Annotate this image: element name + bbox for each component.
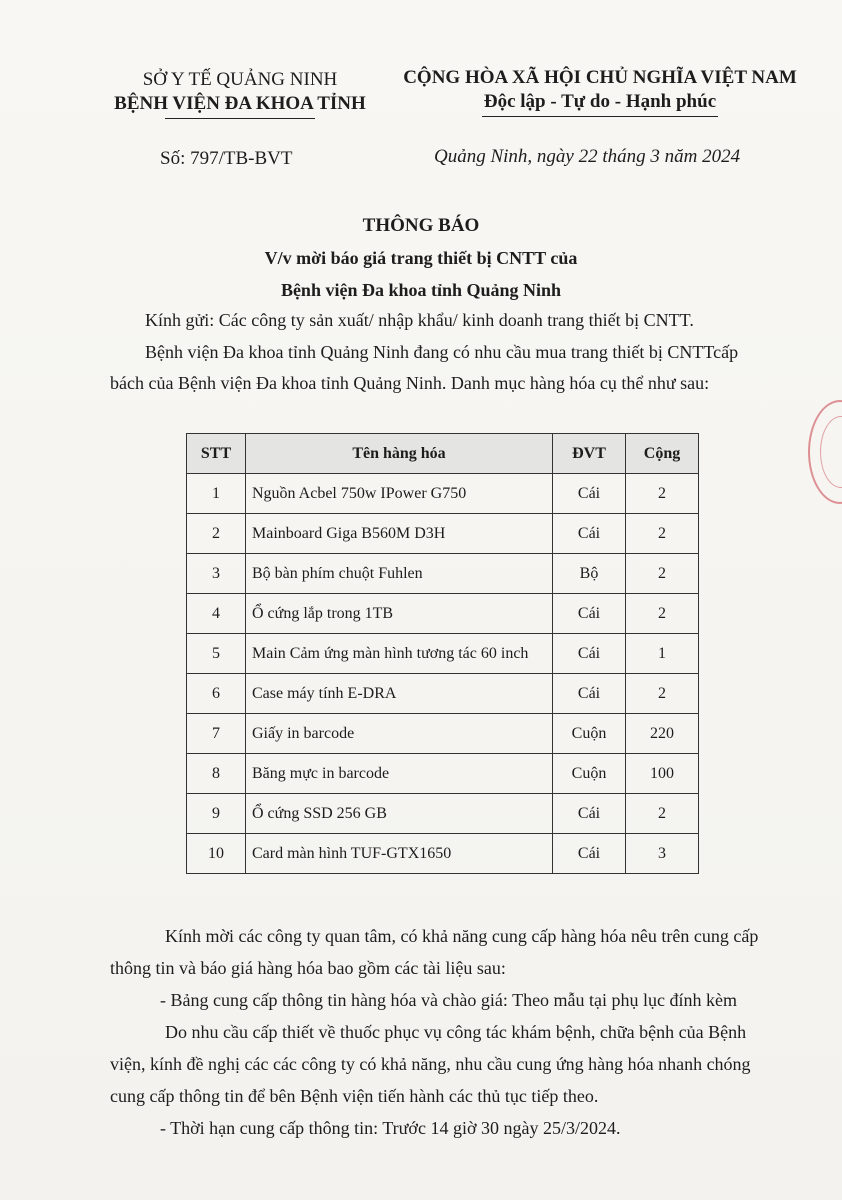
- cell-quantity: 2: [626, 554, 699, 594]
- cell-quantity: 220: [626, 714, 699, 754]
- cell-item-name: Main Cảm ứng màn hình tương tác 60 inch: [246, 634, 553, 674]
- red-stamp-partial: [808, 400, 842, 504]
- national-motto: [380, 66, 820, 117]
- header-item-name: Tên hàng hóa: [246, 434, 553, 474]
- issuing-agency: [95, 68, 385, 119]
- cell-unit: Cái: [553, 674, 626, 714]
- table-row: [187, 674, 699, 714]
- cell-stt: 7: [187, 714, 246, 754]
- closing-paragraph-1: Kính mời các công ty quan tâm, có khả năng cung cấp hàng hóa nêu trên cung cấp thông tin và báo giá hàng hóa bao gồm các tài liệu sau:: [110, 926, 759, 978]
- cell-item-name: Mainboard Giga B560M D3H: [246, 514, 553, 554]
- cell-quantity: 2: [626, 594, 699, 634]
- cell-unit: Cái: [553, 594, 626, 634]
- table-row: [187, 554, 699, 594]
- cell-stt: 1: [187, 474, 246, 514]
- table-row: [187, 594, 699, 634]
- cell-stt: 6: [187, 674, 246, 714]
- title-line-2: V/v mời báo giá trang thiết bị CNTT của: [264, 248, 578, 268]
- cell-item-name: Nguồn Acbel 750w IPower G750: [246, 474, 553, 514]
- table-row: [187, 754, 699, 794]
- closing-bullet-2: - Thời hạn cung cấp thông tin: Trước 14 giờ 30 ngày 25/3/2024.: [160, 1118, 621, 1138]
- closing-paragraph-2: Do nhu cầu cấp thiết về thuốc phục vụ công tác khám bệnh, chữa bệnh của Bệnh viện, kính đề nghị các các công ty có khả năng, nhu cầu cung ứng hàng hóa nhanh chóng cung cấp thông tin để bên Bệnh viện tiến hành các thủ tục tiếp theo.: [110, 1022, 751, 1106]
- motto-underline: [482, 116, 718, 117]
- table-row: [187, 834, 699, 874]
- country-name: CỘNG HÒA XÃ HỘI CHỦ NGHĨA VIỆT NAM: [403, 67, 797, 88]
- cell-quantity: 2: [626, 794, 699, 834]
- cell-unit: Cái: [553, 474, 626, 514]
- table-row: [187, 514, 699, 554]
- cell-item-name: Giấy in barcode: [246, 714, 553, 754]
- header-quantity: Cộng: [626, 434, 699, 474]
- header-unit: ĐVT: [553, 434, 626, 474]
- table-row: [187, 794, 699, 834]
- stamp-inner-ring: [820, 416, 842, 488]
- cell-quantity: 3: [626, 834, 699, 874]
- cell-quantity: 2: [626, 514, 699, 554]
- cell-stt: 2: [187, 514, 246, 554]
- goods-table: [186, 433, 699, 874]
- cell-quantity: 2: [626, 474, 699, 514]
- cell-stt: 3: [187, 554, 246, 594]
- table-header-row: [187, 434, 699, 474]
- cell-unit: Cái: [553, 794, 626, 834]
- cell-quantity: 1: [626, 634, 699, 674]
- header-stt: STT: [187, 434, 246, 474]
- cell-stt: 8: [187, 754, 246, 794]
- cell-quantity: 2: [626, 674, 699, 714]
- cell-stt: 4: [187, 594, 246, 634]
- cell-unit: Bộ: [553, 554, 626, 594]
- agency-line-2: BỆNH VIỆN ĐA KHOA TỈNH: [114, 93, 366, 114]
- cell-stt: 9: [187, 794, 246, 834]
- cell-item-name: Case máy tính E-DRA: [246, 674, 553, 714]
- agency-line-1: SỞ Y TẾ QUẢNG NINH: [142, 69, 338, 90]
- cell-item-name: Ổ cứng lắp trong 1TB: [246, 594, 553, 634]
- closing-bullet-1: - Bảng cung cấp thông tin hàng hóa và chào giá: Theo mẫu tại phụ lục đính kèm: [160, 990, 738, 1010]
- recipient-line: Kính gửi: Các công ty sản xuất/ nhập khẩu/ kinh doanh trang thiết bị CNTT.: [145, 310, 694, 330]
- title-line-1: THÔNG BÁO: [362, 215, 480, 236]
- table-row: [187, 474, 699, 514]
- cell-item-name: Bộ bàn phím chuột Fuhlen: [246, 554, 553, 594]
- document-title: [0, 210, 842, 306]
- cell-unit: Cái: [553, 834, 626, 874]
- intro-paragraph: Bệnh viện Đa khoa tỉnh Quảng Ninh đang có nhu cầu mua trang thiết bị CNTTcấp bách của Bệnh viện Đa khoa tỉnh Quảng Ninh. Danh mục hàng hóa cụ thể như sau:: [110, 342, 739, 393]
- cell-unit: Cuộn: [553, 714, 626, 754]
- cell-unit: Cuộn: [553, 754, 626, 794]
- document-number: Số: 797/TB-BVT: [160, 148, 293, 169]
- table-row: [187, 634, 699, 674]
- cell-quantity: 100: [626, 754, 699, 794]
- motto: Độc lập - Tự do - Hạnh phúc: [483, 91, 717, 112]
- cell-item-name: Ổ cứng SSD 256 GB: [246, 794, 553, 834]
- cell-stt: 5: [187, 634, 246, 674]
- cell-unit: Cái: [553, 514, 626, 554]
- cell-stt: 10: [187, 834, 246, 874]
- cell-unit: Cái: [553, 634, 626, 674]
- table-body: [187, 474, 699, 874]
- closing-section: [110, 920, 770, 1144]
- cell-item-name: Băng mực in barcode: [246, 754, 553, 794]
- table-row: [187, 714, 699, 754]
- title-line-3: Bệnh viện Đa khoa tỉnh Quảng Ninh: [280, 280, 562, 300]
- place-date: Quảng Ninh, ngày 22 tháng 3 năm 2024: [434, 146, 741, 167]
- cell-item-name: Card màn hình TUF-GTX1650: [246, 834, 553, 874]
- agency-underline: [165, 118, 315, 119]
